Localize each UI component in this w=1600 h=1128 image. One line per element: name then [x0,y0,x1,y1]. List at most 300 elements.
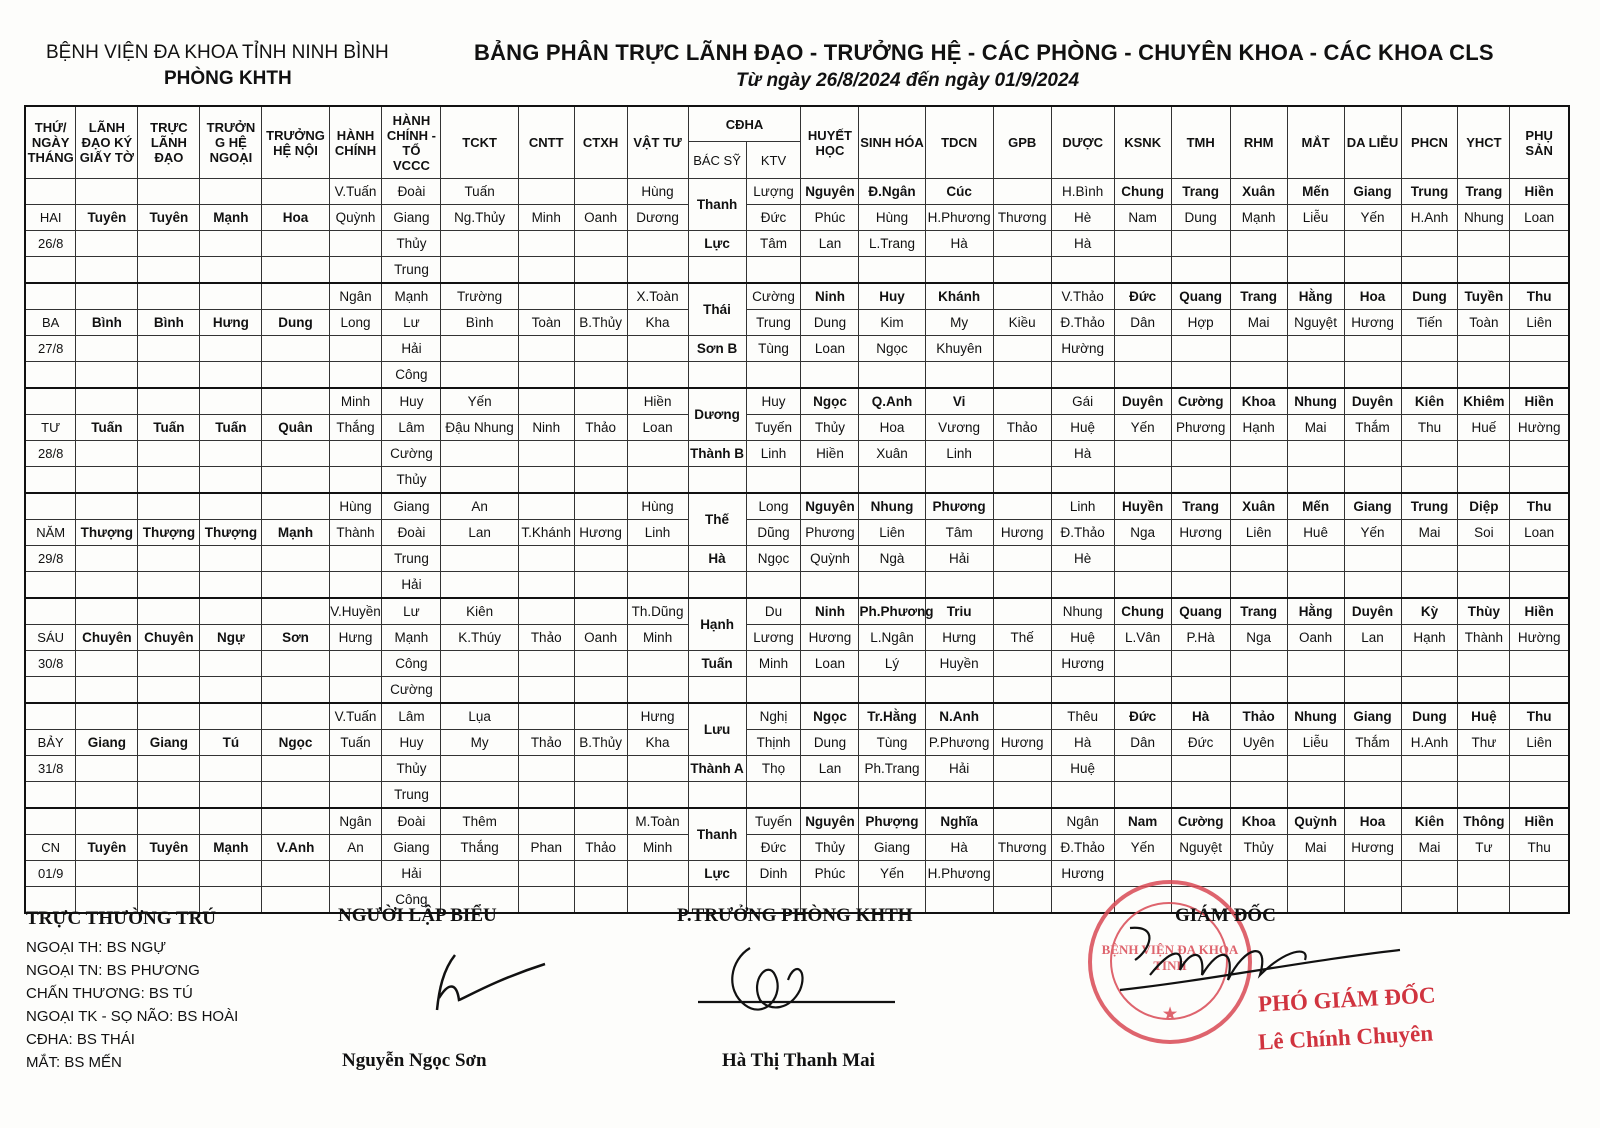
table-cell [1230,572,1287,599]
table-cell [441,651,518,677]
table-cell [76,388,138,415]
table-cell [1510,572,1569,599]
table-cell [441,231,518,257]
table-cell: Soi [1458,520,1510,546]
table-cell: Long [329,310,382,336]
table-cell: Ngà [859,546,925,572]
table-cell [1051,677,1114,704]
table-cell [441,782,518,809]
table-cell [574,493,627,520]
table-cell: Lâm [382,703,441,730]
table-row [25,520,1569,546]
day-cell: SÁU [25,625,76,651]
table-row [25,283,1569,310]
table-cell [200,677,262,704]
col-leader-duty: TRỰC LÃNH ĐẠO [138,106,200,179]
table-cell: Du [746,598,801,625]
day-cell [25,572,76,599]
table-cell [801,362,859,389]
table-cell [262,493,329,520]
table-cell: Trung [382,257,441,284]
table-cell: Huy [746,388,801,415]
table-cell: Dũng [746,520,801,546]
table-cell [1458,677,1510,704]
table-cell [1287,441,1344,467]
table-cell: Cường [1171,388,1230,415]
table-cell [1401,257,1458,284]
table-cell [200,808,262,835]
table-cell: Đoài [382,179,441,205]
table-cell: Liên [1230,520,1287,546]
table-cell: Hà [925,835,993,861]
table-cell [262,388,329,415]
table-cell [518,362,574,389]
table-cell: Phúc [801,205,859,231]
table-cell [574,677,627,704]
table-cell [1401,441,1458,467]
table-cell: Loan [1510,520,1569,546]
table-cell: Đ.Ngân [859,179,925,205]
table-cell [574,283,627,310]
table-cell [1510,677,1569,704]
table-cell: Thủy [1230,835,1287,861]
cdha-doctor-cell: Thành A [688,756,746,782]
table-cell: Hiền [1510,179,1569,205]
table-cell: Giang [382,493,441,520]
leader-sign-cell: Bình [76,310,138,336]
table-cell: Tiến [1401,310,1458,336]
table-cell: Ngân [329,808,382,835]
day-cell: 27/8 [25,336,76,362]
table-cell [441,861,518,887]
deputy-head-signature [690,940,910,1030]
table-cell: Thành [329,520,382,546]
table-cell: Hoa [859,415,925,441]
day-cell [25,493,76,520]
table-cell: Nam [1114,808,1171,835]
table-cell [993,808,1051,835]
table-cell: Xuân [1230,179,1287,205]
table-cell: Linh [1051,493,1114,520]
table-cell: Nhung [1051,598,1114,625]
day-cell: NĂM [25,520,76,546]
table-cell: Phan [518,835,574,861]
table-cell: Thùy [1458,598,1510,625]
table-cell: P.Hà [1171,625,1230,651]
table-cell: Bình [441,310,518,336]
table-cell: Liễu [1287,205,1344,231]
table-cell [1458,441,1510,467]
surgical-head-cell: Hưng [200,310,262,336]
table-cell: Đậu Nhung [441,415,518,441]
table-cell: Hùng [329,493,382,520]
table-row [25,441,1569,467]
table-cell: Thành [1458,625,1510,651]
col-biochemistry: SINH HÓA [859,106,925,179]
table-cell: Hải [382,572,441,599]
table-cell: Hải [382,336,441,362]
table-cell [627,756,688,782]
table-cell: Kha [627,730,688,756]
table-cell [1344,782,1401,809]
table-cell [1510,362,1569,389]
table-cell: Hiền [627,388,688,415]
table-cell: Công [382,362,441,389]
table-cell [1344,257,1401,284]
table-cell [993,388,1051,415]
table-cell [1051,782,1114,809]
table-cell [1401,572,1458,599]
table-cell [329,467,382,494]
table-row [25,467,1569,494]
table-cell [1171,782,1230,809]
table-cell: M.Toàn [627,808,688,835]
table-cell [518,703,574,730]
table-cell: Đức [1114,703,1171,730]
table-cell: Mai [1401,835,1458,861]
table-cell [574,782,627,809]
table-cell [993,677,1051,704]
table-cell: Linh [627,520,688,546]
table-cell [688,362,746,389]
table-cell [329,651,382,677]
table-cell [1114,257,1171,284]
day-cell [25,677,76,704]
table-cell: Ninh [518,415,574,441]
table-row [25,572,1569,599]
table-cell [1171,362,1230,389]
table-cell [518,887,574,914]
table-cell: Khoa [1230,388,1287,415]
table-cell: Phương [801,520,859,546]
table-cell [1458,467,1510,494]
table-cell [925,362,993,389]
table-cell [925,467,993,494]
leader-sign-cell: Giang [76,730,138,756]
table-cell: Nguyệt [1287,310,1344,336]
table-cell: Thọ [746,756,801,782]
leader-duty-cell: Giang [138,730,200,756]
table-cell: Lư [382,310,441,336]
table-cell [518,257,574,284]
leader-sign-cell: Tuyên [76,835,138,861]
day-cell [25,283,76,310]
table-cell [1458,362,1510,389]
table-cell: Trang [1230,598,1287,625]
table-cell [1401,336,1458,362]
col-obstetrics: PHỤ SẢN [1510,106,1569,179]
table-cell: Phương [1171,415,1230,441]
table-cell [993,362,1051,389]
table-cell [262,808,329,835]
table-cell [1510,336,1569,362]
preparer-title: NGƯỜI LẬP BIỂU [338,905,497,926]
table-cell [1401,651,1458,677]
resident-line: MẮT: BS MẾN [26,1054,122,1071]
table-cell: Hiền [1510,598,1569,625]
table-cell: Thảo [574,835,627,861]
table-cell [1401,546,1458,572]
table-cell: Đức [746,835,801,861]
leader-duty-cell: Chuyên [138,625,200,651]
table-cell [1458,257,1510,284]
table-cell [1510,467,1569,494]
stamp-text: BỆNH VIỆN ĐA KHOA TỈNH [1101,942,1239,973]
table-cell: Dinh [746,861,801,887]
table-cell: Trung [1401,179,1458,205]
table-cell: Khiêm [1458,388,1510,415]
resident-line: CHẤN THƯƠNG: BS TÚ [26,985,193,1002]
table-cell: Huệ [1051,625,1114,651]
table-cell: Khuyên [925,336,993,362]
table-cell [138,467,200,494]
table-cell [574,388,627,415]
table-cell: Thêm [441,808,518,835]
col-tckt: TCKT [441,106,518,179]
table-cell: Yến [1344,205,1401,231]
resident-line: NGOẠI TN: BS PHƯƠNG [26,962,200,979]
table-cell [993,467,1051,494]
table-cell [329,677,382,704]
table-cell [76,257,138,284]
table-cell: Ngân [329,283,382,310]
table-cell [574,651,627,677]
table-cell [138,362,200,389]
table-cell [801,467,859,494]
table-cell: Ninh [801,283,859,310]
col-internal-head: TRƯỞNG HỆ NỘI [262,106,329,179]
table-row [25,782,1569,809]
table-row [25,835,1569,861]
table-cell: Kiên [1401,388,1458,415]
table-cell: Nguyên [801,179,859,205]
cdha-doctor-cell: Thế [688,493,746,546]
table-cell [1230,861,1287,887]
table-cell [1171,677,1230,704]
col-hematology: HUYẾT HỌC [801,106,859,179]
table-cell [574,703,627,730]
director-title: GIÁM ĐỐC [1175,905,1276,926]
table-cell [441,441,518,467]
table-cell: Dung [801,730,859,756]
internal-head-cell: Hoa [262,205,329,231]
day-cell [25,808,76,835]
table-cell: Yến [441,388,518,415]
table-cell: Mạnh [1230,205,1287,231]
table-cell: Ph.Phương [859,598,925,625]
table-cell [76,572,138,599]
table-cell [993,441,1051,467]
table-cell: Lượng [746,179,801,205]
table-cell [262,782,329,809]
table-cell: Dân [1114,310,1171,336]
schedule-body [25,179,1569,914]
table-cell [200,572,262,599]
table-cell [518,283,574,310]
table-cell [627,546,688,572]
table-cell [993,782,1051,809]
table-cell: Huệ [1051,415,1114,441]
table-cell [859,572,925,599]
table-cell [1344,651,1401,677]
col-rhm: RHM [1230,106,1287,179]
table-cell: Thủy [801,415,859,441]
table-cell: Mến [1287,179,1344,205]
cdha-doctor-cell: Thanh [688,179,746,231]
leader-sign-cell: Chuyên [76,625,138,651]
leader-sign-cell: Thượng [76,520,138,546]
table-cell [200,231,262,257]
table-cell [925,677,993,704]
table-cell: Thắng [329,415,382,441]
table-cell: Yến [859,861,925,887]
table-cell [688,572,746,599]
day-cell [25,703,76,730]
surgical-head-cell: Ngự [200,625,262,651]
table-cell [1051,257,1114,284]
col-admin-vccc: HÀNH CHÍNH - TỔ VCCC [382,106,441,179]
table-cell: Hạnh [1230,415,1287,441]
table-cell: Hiền [1510,388,1569,415]
table-cell: Thư [1458,730,1510,756]
col-tdcn: TDCN [925,106,993,179]
table-cell [801,572,859,599]
table-cell: Nguyệt [1171,835,1230,861]
table-cell: Thu [1510,703,1569,730]
col-eye: MẮT [1287,106,1344,179]
table-cell: Hải [925,756,993,782]
table-cell: Thông [1458,808,1510,835]
table-cell [1401,677,1458,704]
table-cell [200,861,262,887]
table-cell [1344,572,1401,599]
table-cell [1171,441,1230,467]
table-cell: Tư [1458,835,1510,861]
table-cell: Mạnh [382,625,441,651]
table-cell: Chung [1114,598,1171,625]
table-cell: Kha [627,310,688,336]
leader-duty-cell: Tuấn [138,415,200,441]
table-cell [1051,887,1114,914]
day-cell [25,782,76,809]
table-cell [1171,756,1230,782]
table-cell [76,336,138,362]
col-cdha: CĐHA [688,106,801,142]
table-cell [688,677,746,704]
table-cell: Giang [382,205,441,231]
table-cell [1287,257,1344,284]
table-cell: V.Tuấn [329,179,382,205]
table-cell [574,887,627,914]
table-cell: Hà [1051,730,1114,756]
table-cell: Đ.Thảo [1051,310,1114,336]
col-yhct: YHCT [1458,106,1510,179]
table-cell [518,336,574,362]
table-cell: Hè [1051,546,1114,572]
table-cell [1230,231,1287,257]
table-cell [1458,887,1510,914]
table-cell [1230,336,1287,362]
table-cell: Th.Dũng [627,598,688,625]
table-cell [1230,467,1287,494]
table-row [25,808,1569,835]
table-cell: Triu [925,598,993,625]
table-cell: Nguyên [801,493,859,520]
table-cell [574,231,627,257]
table-cell [1458,782,1510,809]
table-cell: Thảo [1230,703,1287,730]
table-cell: Dung [1401,283,1458,310]
table-cell: Mai [1287,415,1344,441]
day-cell: 29/8 [25,546,76,572]
table-cell: Hoa [1344,808,1401,835]
table-cell: Thảo [518,730,574,756]
table-cell [441,756,518,782]
table-cell [993,703,1051,730]
table-cell [518,231,574,257]
table-cell: Thắng [441,835,518,861]
table-cell [1114,782,1171,809]
table-cell [1171,336,1230,362]
table-cell: Loan [801,336,859,362]
table-cell [1401,467,1458,494]
table-cell [993,283,1051,310]
table-cell: Trang [1230,283,1287,310]
day-cell: BẢY [25,730,76,756]
table-cell: Đoài [382,808,441,835]
table-row [25,179,1569,205]
col-gpb: GPB [993,106,1051,179]
table-cell: Loan [627,415,688,441]
table-cell [1114,677,1171,704]
table-cell [262,572,329,599]
table-cell [859,677,925,704]
table-cell: Công [382,887,441,914]
table-cell [1114,572,1171,599]
table-cell: Lan [801,231,859,257]
table-cell: Nguyên [801,808,859,835]
table-cell: Cúc [925,179,993,205]
table-cell [262,861,329,887]
table-cell [1114,756,1171,782]
table-row [25,730,1569,756]
table-cell [627,362,688,389]
table-cell [262,677,329,704]
table-cell: Lan [1344,625,1401,651]
table-cell: Hương [801,625,859,651]
table-cell [1287,782,1344,809]
table-cell: Ng.Thủy [441,205,518,231]
table-cell: Hà [1051,441,1114,467]
table-cell: Hùng [859,205,925,231]
table-cell: Hà [1171,703,1230,730]
table-cell [1287,861,1344,887]
table-cell [138,677,200,704]
table-cell [993,257,1051,284]
table-cell [1401,782,1458,809]
table-cell: L.Trang [859,231,925,257]
table-cell: Kiên [1401,808,1458,835]
table-cell [993,231,1051,257]
day-cell: CN [25,835,76,861]
table-cell: Liên [1510,730,1569,756]
table-cell [1344,887,1401,914]
table-cell [1051,467,1114,494]
table-cell: Yến [1344,520,1401,546]
table-cell [1510,782,1569,809]
table-cell [925,572,993,599]
table-cell: Thắm [1344,415,1401,441]
